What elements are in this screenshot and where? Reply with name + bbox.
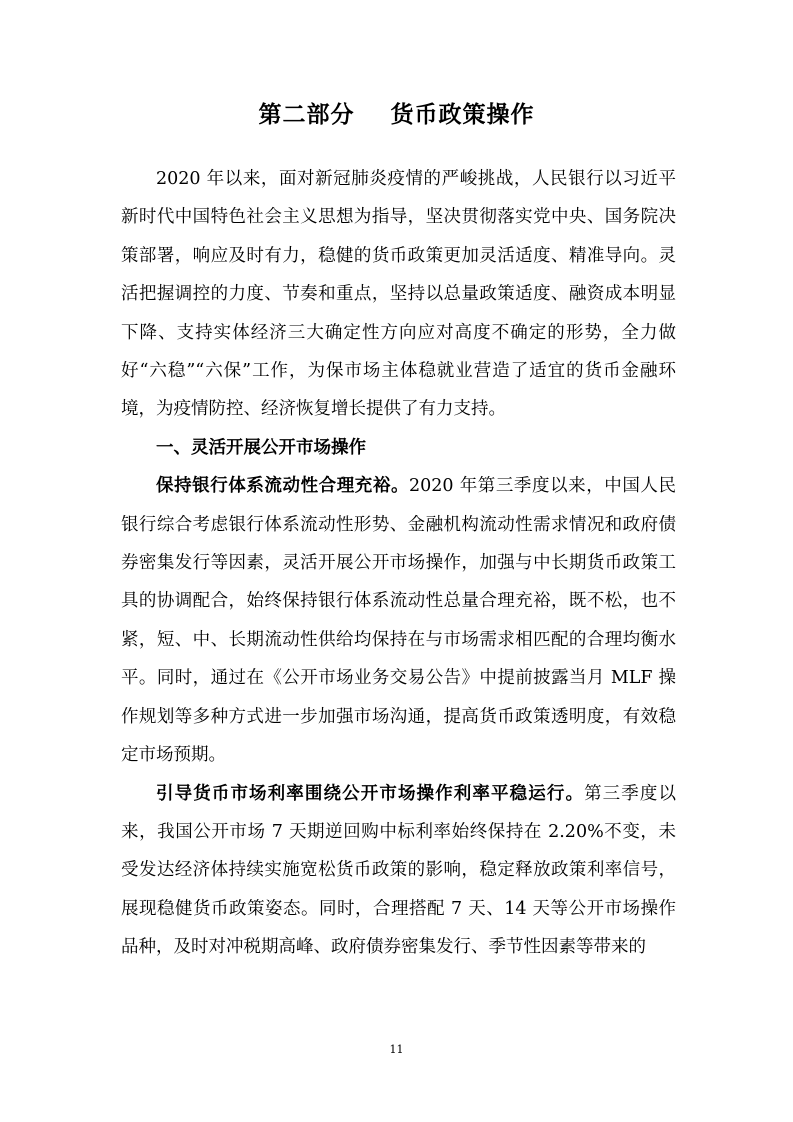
subsection-lead: 引导货币市场利率围绕公开市场操作利率平稳运行。 [156, 783, 585, 804]
document-body [121, 160, 676, 967]
subsection-paragraph [121, 467, 676, 774]
subsection-paragraph [121, 775, 676, 967]
section-heading: 一、灵活开展公开市场操作 [156, 437, 366, 458]
page-number: 11 [389, 1043, 404, 1056]
page-title: 第二部分 货币政策操作 [258, 102, 535, 128]
intro-paragraph: 2020 年以来，面对新冠肺炎疫情的严峻挑战，人民银行以习近平新时代中国特色社会主义思想为指导，坚决贯彻落实党中央、国务院决策部署，响应及时有力，稳健的货币政策更加灵活适度、精准导向。灵活把握调控的力度、节奏和重点，坚持以总量政策适度、融资成本明显下降、支持实体经济三大确定性方向应对高度不确定的形势，全力做好“六稳”“六保”工作，为保市场主体稳就业营造了适宜的货币金融环境，为疫情防控、经济恢复增长提供了有力支持。 [121, 169, 676, 420]
subsection-text: 2020 年第三季度以来，中国人民银行综合考虑银行体系流动性形势、金融机构流动性需求情况和政府债券密集发行等因素，灵活开展公开市场操作，加强与中长期货币政策工具的协调配合，始终保持银行体系流动性总量合理充裕，既不松，也不紧，短、中、长期流动性供给均保持在与市场需求相匹配的合理均衡水平。同时，通过在《公开市场业务交易公告》中提前披露当月 MLF 操作规划等多种方式进一步加强市场沟通，提高货币政策透明度，有效稳定市场预期。 [121, 476, 677, 766]
subsection-text: 第三季度以来，我国公开市场 7 天期逆回购中标利率始终保持在 2.20%不变，未受发达经济体持续实施宽松货币政策的影响，稳定释放政策利率信号，展现稳健货币政策姿态。同时，合理搭配 7 天、14 天等公开市场操作品种，及时对冲税期高峰、政府债券密集发行、季节性因素等带来的 [121, 783, 677, 958]
subsection-lead: 保持银行体系流动性合理充裕。 [156, 476, 410, 497]
